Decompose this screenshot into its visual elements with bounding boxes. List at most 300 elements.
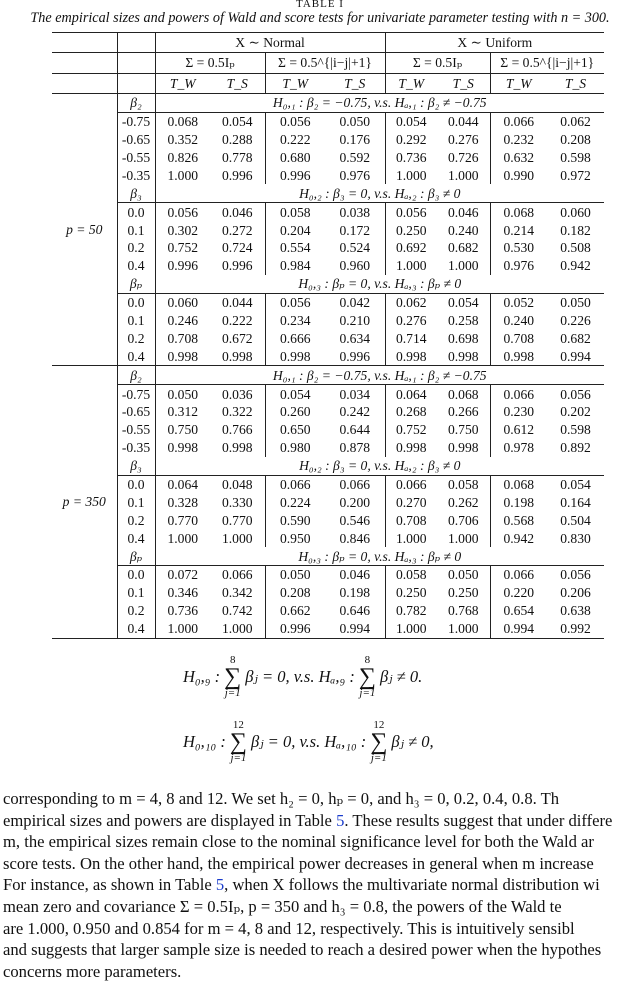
table-cell: 0.942 <box>560 258 591 274</box>
table-cell: 0.312 <box>155 403 210 421</box>
table-cell: 0.302 <box>155 221 210 239</box>
table-cell: 0.994 <box>325 620 385 638</box>
table-cell: 0.068 <box>490 475 547 493</box>
paragraph-line <box>3 810 612 832</box>
table-cell: 1.000 <box>447 167 479 183</box>
table-cell: 0.692 <box>385 239 437 257</box>
table-cell: 1.000 <box>447 258 479 274</box>
table-cell: 0.782 <box>385 602 437 620</box>
table-row <box>52 566 604 584</box>
table-row <box>52 493 604 511</box>
table-cell: 0.268 <box>385 403 437 421</box>
table-cell: 0.682 <box>447 240 479 256</box>
table-row <box>52 403 604 421</box>
table-cell: 0.634 <box>339 330 371 346</box>
table-cell: 0.060 <box>155 293 210 311</box>
table-cell: 0.262 <box>447 494 479 510</box>
table-cell: 0.240 <box>490 312 547 330</box>
paragraph-text: score tests. On the other hand, the empirical power decreases in general when m increase <box>3 853 594 873</box>
table-cell: 0.250 <box>447 585 479 601</box>
table-cell: 0.672 <box>221 330 253 346</box>
parameter-value: -0.65 <box>117 403 155 421</box>
table-cell: 0.980 <box>265 439 325 457</box>
table-cell: 0.058 <box>385 566 437 584</box>
paragraph-text: empirical sizes and powers are displayed in Table <box>3 810 337 830</box>
paragraph-line <box>3 874 612 896</box>
table-cell: 0.708 <box>490 329 547 347</box>
header-test: T_S <box>437 73 490 93</box>
parameter-value: 0.4 <box>117 529 155 547</box>
table-cell: 0.056 <box>265 112 325 130</box>
header-covariance: Σ = 0.5Iₚ <box>155 53 265 73</box>
equation-h09 <box>183 655 422 699</box>
sum-lower-limit: j=1 <box>230 752 247 764</box>
table-cell: 0.270 <box>385 493 437 511</box>
hypothesis-label: H₀,₁ : β₂ = −0.75, v.s. Hₐ,₁ : β₂ ≠ −0.75 <box>155 366 604 385</box>
parameter-value: 0.0 <box>117 566 155 584</box>
table-cell: 0.068 <box>155 112 210 130</box>
table-cell: 0.736 <box>385 149 437 167</box>
table-cell: 0.646 <box>339 603 371 619</box>
table-row <box>52 293 604 311</box>
header-test: T_S <box>547 73 604 93</box>
table-cell: 0.046 <box>447 204 479 220</box>
table-caption: The empirical sizes and powers of Wald and score tests for univariate parameter testing with n = 300. <box>30 10 610 26</box>
table-reference-link[interactable]: 5 <box>215 875 225 895</box>
dimension-label: p = 50 <box>52 93 117 365</box>
table-row <box>52 112 604 130</box>
table-cell: 1.000 <box>155 166 210 184</box>
header-covariance: Σ = 0.5^{|i−j|+1} <box>490 53 604 73</box>
table-cell: 0.998 <box>385 439 437 457</box>
table-cell: 0.994 <box>547 347 604 365</box>
table-cell: 0.044 <box>447 114 479 130</box>
paragraph-text: concerns more parameters. <box>3 961 182 981</box>
table-cell: 0.036 <box>221 386 253 402</box>
table-cell: 0.054 <box>447 295 479 311</box>
table-cell: 0.554 <box>265 239 325 257</box>
paragraph-text: m, the empirical sizes remain close to the nominal significance level for both the Wald ar <box>3 832 594 852</box>
table-cell: 0.232 <box>490 131 547 149</box>
table-cell: 0.220 <box>490 584 547 602</box>
table-cell: 0.878 <box>339 440 371 456</box>
table-cell: 0.050 <box>560 295 591 311</box>
table-cell: 0.176 <box>339 132 371 148</box>
summation-symbol <box>370 720 387 764</box>
equation-h010 <box>183 720 434 764</box>
table-cell: 0.742 <box>221 603 253 619</box>
table-cell: 0.224 <box>265 493 325 511</box>
header-row-tests <box>52 73 604 93</box>
table-cell: 0.942 <box>490 529 547 547</box>
table-cell: 0.222 <box>265 131 325 149</box>
table-cell: 0.322 <box>221 404 253 420</box>
parameter-value: -0.65 <box>117 131 155 149</box>
hypothesis-row <box>52 275 604 293</box>
table-cell: 0.998 <box>490 347 547 365</box>
parameter-value: 0.2 <box>117 511 155 529</box>
table-cell: 0.054 <box>560 477 591 493</box>
table-row <box>52 203 604 221</box>
table-cell: 0.682 <box>560 330 591 346</box>
empty-cell <box>117 33 155 53</box>
parameter-value: 0.0 <box>117 203 155 221</box>
paragraph-line <box>3 961 612 982</box>
hypothesis-label: H₀,₂ : β₃ = 0, v.s. Hₐ,₂ : β₃ ≠ 0 <box>155 457 604 475</box>
paragraph-line <box>3 788 612 810</box>
table-cell: 0.714 <box>385 329 437 347</box>
sum-upper-limit: 12 <box>373 719 385 731</box>
table-cell: 0.654 <box>490 602 547 620</box>
body-paragraph <box>3 788 612 982</box>
table-cell: 0.698 <box>447 330 479 346</box>
table-cell: 1.000 <box>385 529 437 547</box>
sum-lower-limit: j=1 <box>359 687 376 699</box>
table-cell: 0.234 <box>265 312 325 330</box>
table-cell: 0.050 <box>155 385 210 403</box>
table-cell: 0.972 <box>560 167 591 183</box>
hypothesis-row <box>52 457 604 475</box>
equation-middle: βⱼ = 0, v.s. Hₐ,₉ : <box>245 667 355 686</box>
table-cell: 0.198 <box>339 585 371 601</box>
table-cell: 0.644 <box>339 422 371 438</box>
table-cell: 0.708 <box>155 329 210 347</box>
summation-symbol <box>230 720 247 764</box>
paragraph-text: corresponding to m = 4, 8 and 12. We set h₂ = 0, hₚ = 0, and h₃ = 0, 0.2, 0.4, 0.8. Th <box>3 789 560 808</box>
table-cell: 0.346 <box>155 584 210 602</box>
table-cell: 0.056 <box>155 203 210 221</box>
table-cell: 0.998 <box>265 347 325 365</box>
sigma-icon: ∑ <box>229 729 247 755</box>
table-cell: 0.276 <box>447 132 479 148</box>
table-cell: 0.050 <box>265 566 325 584</box>
table-row <box>52 149 604 167</box>
table-reference-link[interactable]: 5 <box>336 810 345 830</box>
table-cell: 0.242 <box>339 404 371 420</box>
table-cell: 0.204 <box>265 221 325 239</box>
table-cell: 0.328 <box>155 493 210 511</box>
table-cell: 0.330 <box>221 494 253 510</box>
table-cell: 0.250 <box>385 584 437 602</box>
table-cell: 0.680 <box>265 149 325 167</box>
table-cell: 1.000 <box>155 620 210 638</box>
table-cell: 0.272 <box>221 222 253 238</box>
table-cell: 0.976 <box>339 167 371 183</box>
hypothesis-row <box>52 184 604 202</box>
sum-lower-limit: j=1 <box>370 752 387 764</box>
table-cell: 0.200 <box>339 494 371 510</box>
hypothesis-row <box>52 366 604 385</box>
hypothesis-label: H₀,₃ : βₚ = 0, v.s. Hₐ,₃ : βₚ ≠ 0 <box>155 547 604 565</box>
parameter-value: 0.1 <box>117 221 155 239</box>
table-cell: 0.208 <box>560 132 591 148</box>
table-cell: 0.998 <box>210 347 265 365</box>
parameter-value: 0.2 <box>117 329 155 347</box>
table-cell: 0.066 <box>490 385 547 403</box>
table-cell: 0.770 <box>155 511 210 529</box>
paragraph-text: , when X follows the multivariate normal distribution wi <box>224 875 600 895</box>
table-row <box>52 529 604 547</box>
table-row <box>52 620 604 638</box>
table-cell: 1.000 <box>385 257 437 275</box>
table-cell: 0.052 <box>490 293 547 311</box>
header-covariance: Σ = 0.5^{|i−j|+1} <box>265 53 385 73</box>
table-cell: 0.650 <box>265 421 325 439</box>
table-row <box>52 347 604 365</box>
table-cell: 0.206 <box>560 585 591 601</box>
table-cell: 0.768 <box>447 603 479 619</box>
table-cell: 0.056 <box>265 293 325 311</box>
parameter-value: 0.4 <box>117 257 155 275</box>
table-row <box>52 329 604 347</box>
table-row <box>52 385 604 403</box>
parameter-value: 0.1 <box>117 584 155 602</box>
parameter-value: 0.0 <box>117 293 155 311</box>
table-cell: 0.226 <box>560 313 591 329</box>
table-cell: 0.750 <box>155 421 210 439</box>
equation-lhs: H₀,₉ : <box>183 667 221 686</box>
table-cell: 0.996 <box>221 167 253 183</box>
table-row <box>52 257 604 275</box>
table-cell: 0.994 <box>490 620 547 638</box>
table-cell: 0.246 <box>155 312 210 330</box>
table-cell: 0.260 <box>265 403 325 421</box>
table-cell: 0.182 <box>560 222 591 238</box>
table-cell: 0.054 <box>265 385 325 403</box>
table-cell: 0.046 <box>339 567 371 583</box>
table-cell: 0.066 <box>221 567 253 583</box>
table-cell: 0.044 <box>221 295 253 311</box>
header-row-covariance <box>52 53 604 73</box>
table-cell: 0.258 <box>447 313 479 329</box>
table-cell: 0.590 <box>265 511 325 529</box>
table-row <box>52 312 604 330</box>
table-row <box>52 131 604 149</box>
table-row <box>52 239 604 257</box>
table-cell: 0.598 <box>560 422 591 438</box>
table-cell: 0.998 <box>155 347 210 365</box>
table-cell: 0.996 <box>221 258 253 274</box>
empty-cell <box>117 53 155 73</box>
table-cell: 0.708 <box>385 511 437 529</box>
parameter-value: 0.1 <box>117 493 155 511</box>
table-cell: 0.066 <box>490 112 547 130</box>
table-cell: 0.066 <box>490 566 547 584</box>
table-cell: 0.662 <box>265 602 325 620</box>
table-cell: 0.266 <box>447 404 479 420</box>
header-covariance: Σ = 0.5Iₚ <box>385 53 490 73</box>
table-cell: 0.214 <box>490 221 547 239</box>
table-label: TABLE I <box>296 0 344 10</box>
table-cell: 0.250 <box>385 221 437 239</box>
sum-upper-limit: 8 <box>364 654 371 666</box>
header-distribution: X ∼ Uniform <box>385 33 604 53</box>
header-test: T_W <box>490 73 547 93</box>
header-test: T_S <box>210 73 265 93</box>
empty-cell <box>52 73 117 93</box>
parameter-value: 0.1 <box>117 312 155 330</box>
table-cell: 0.752 <box>385 421 437 439</box>
table-cell: 1.000 <box>437 620 490 638</box>
table-cell: 0.164 <box>560 494 591 510</box>
table-cell: 0.046 <box>221 204 253 220</box>
hypothesis-label: H₀,₂ : β₃ = 0, v.s. Hₐ,₂ : β₃ ≠ 0 <box>155 184 604 202</box>
dimension-label: p = 350 <box>52 366 117 638</box>
table-cell: 0.056 <box>385 203 437 221</box>
table-cell: 0.612 <box>490 421 547 439</box>
table-cell: 0.996 <box>265 166 325 184</box>
table-cell: 0.508 <box>560 240 591 256</box>
parameter-value: 0.2 <box>117 239 155 257</box>
table-cell: 0.846 <box>339 530 371 546</box>
paragraph-text: mean zero and covariance Σ = 0.5Iₚ, p = 350 and h₃ = 0.8, the powers of the Wald te <box>3 896 562 916</box>
table-cell: 0.208 <box>265 584 325 602</box>
parameter-value: -0.35 <box>117 439 155 457</box>
table-cell: 0.996 <box>265 620 325 638</box>
hypothesis-label: H₀,₃ : βₚ = 0, v.s. Hₐ,₃ : βₚ ≠ 0 <box>155 275 604 293</box>
table-cell: 0.072 <box>155 566 210 584</box>
table-cell: 0.996 <box>325 347 385 365</box>
parameter-label: β₂ <box>117 93 155 112</box>
table-row <box>52 584 604 602</box>
empty-cell <box>52 53 117 73</box>
table-cell: 0.998 <box>155 439 210 457</box>
table-cell: 0.064 <box>385 385 437 403</box>
table-cell: 0.546 <box>339 512 371 528</box>
parameter-label: β₂ <box>117 366 155 385</box>
parameter-value: -0.35 <box>117 166 155 184</box>
parameter-value: 0.4 <box>117 347 155 365</box>
header-test: T_W <box>265 73 325 93</box>
table-cell: 1.000 <box>447 530 479 546</box>
table-cell: 0.034 <box>339 386 371 402</box>
paragraph-line <box>3 853 612 875</box>
parameter-label: βₚ <box>117 275 155 293</box>
parameter-value: -0.75 <box>117 385 155 403</box>
empty-cell <box>117 73 155 93</box>
sigma-icon: ∑ <box>370 729 388 755</box>
table-cell: 0.998 <box>385 347 437 365</box>
table-cell: 0.198 <box>490 493 547 511</box>
table-cell: 1.000 <box>385 620 437 638</box>
parameter-label: β₃ <box>117 457 155 475</box>
table-cell: 0.892 <box>560 440 591 456</box>
table-cell: 0.050 <box>339 114 371 130</box>
table-cell: 0.060 <box>560 204 591 220</box>
paragraph-line <box>3 896 612 918</box>
table-cell: 0.050 <box>447 567 479 583</box>
equation-lhs: H₀,₁₀ : <box>183 732 226 751</box>
table-cell: 0.960 <box>339 258 371 274</box>
table-cell: 0.066 <box>339 477 371 493</box>
table-cell: 0.342 <box>221 585 253 601</box>
equation-rhs: βⱼ ≠ 0, <box>391 732 434 751</box>
summation-symbol <box>359 655 376 699</box>
paragraph-line <box>3 939 612 961</box>
table-cell: 0.638 <box>560 603 591 619</box>
table-cell: 0.992 <box>547 620 604 638</box>
hypothesis-row <box>52 547 604 565</box>
table-cell: 1.000 <box>385 166 437 184</box>
hypothesis-label: H₀,₁ : β₂ = −0.75, v.s. Hₐ,₁ : β₂ ≠ −0.75 <box>155 93 604 112</box>
equation-middle: βⱼ = 0, v.s. Hₐ,₁₀ : <box>250 732 367 751</box>
table-row <box>52 475 604 493</box>
table-cell: 0.222 <box>221 313 253 329</box>
table-cell: 0.998 <box>447 440 479 456</box>
paragraph-text: and suggests that larger sample size is needed to reach a desired power when the hypothes <box>3 940 602 960</box>
table-cell: 0.752 <box>155 239 210 257</box>
parameter-value: -0.55 <box>117 421 155 439</box>
table-row <box>52 421 604 439</box>
paragraph-line <box>3 918 612 940</box>
header-row-distribution <box>52 33 604 53</box>
table-cell: 0.950 <box>265 529 325 547</box>
table-cell: 0.736 <box>155 602 210 620</box>
table-row <box>52 602 604 620</box>
table-cell: 0.230 <box>490 403 547 421</box>
table-cell: 0.058 <box>447 477 479 493</box>
table-cell: 1.000 <box>221 530 253 546</box>
parameter-value: -0.55 <box>117 149 155 167</box>
table-cell: 0.766 <box>221 422 253 438</box>
table-cell: 0.066 <box>385 475 437 493</box>
table-cell: 0.056 <box>560 567 591 583</box>
table-cell: 0.770 <box>221 512 253 528</box>
paragraph-text: are 1.000, 0.950 and 0.854 for m = 4, 8 and 12, respectively. This is intuitively sensibl <box>3 918 575 938</box>
table-cell: 0.064 <box>155 475 210 493</box>
sum-upper-limit: 8 <box>229 654 236 666</box>
empty-cell <box>52 33 117 53</box>
table-cell: 0.830 <box>560 530 591 546</box>
table-row <box>52 166 604 184</box>
table-cell: 0.068 <box>447 386 479 402</box>
table-cell: 0.724 <box>221 240 253 256</box>
summation-symbol <box>224 655 241 699</box>
table-cell: 0.062 <box>385 293 437 311</box>
table-cell: 0.048 <box>221 477 253 493</box>
table-cell: 0.530 <box>490 239 547 257</box>
paragraph-text: For instance, as shown in Table <box>3 875 216 895</box>
table-cell: 0.038 <box>339 204 371 220</box>
table-cell: 0.568 <box>490 511 547 529</box>
table-cell: 0.062 <box>560 114 591 130</box>
parameter-value: 0.0 <box>117 475 155 493</box>
table-cell: 0.202 <box>560 404 591 420</box>
table-cell: 0.826 <box>155 149 210 167</box>
table-cell: 0.058 <box>265 203 325 221</box>
table-cell: 0.352 <box>155 131 210 149</box>
sigma-icon: ∑ <box>224 664 242 690</box>
parameter-label: βₚ <box>117 547 155 565</box>
table-cell: 0.042 <box>339 295 371 311</box>
parameter-label: β₃ <box>117 184 155 202</box>
sum-upper-limit: 12 <box>232 719 244 731</box>
table-cell: 1.000 <box>155 529 210 547</box>
table-cell: 0.998 <box>437 347 490 365</box>
header-test: T_W <box>155 73 210 93</box>
equation-rhs: βⱼ ≠ 0. <box>379 667 423 686</box>
table-cell: 0.054 <box>221 114 253 130</box>
table-cell: 0.504 <box>560 512 591 528</box>
table-cell: 0.054 <box>385 112 437 130</box>
table-cell: 0.976 <box>490 257 547 275</box>
table-cell: 0.524 <box>339 240 371 256</box>
parameter-value: -0.75 <box>117 112 155 130</box>
table-cell: 0.066 <box>265 475 325 493</box>
table-cell: 0.592 <box>339 150 371 165</box>
table-cell: 0.240 <box>447 222 479 238</box>
table-cell: 0.598 <box>560 150 591 165</box>
